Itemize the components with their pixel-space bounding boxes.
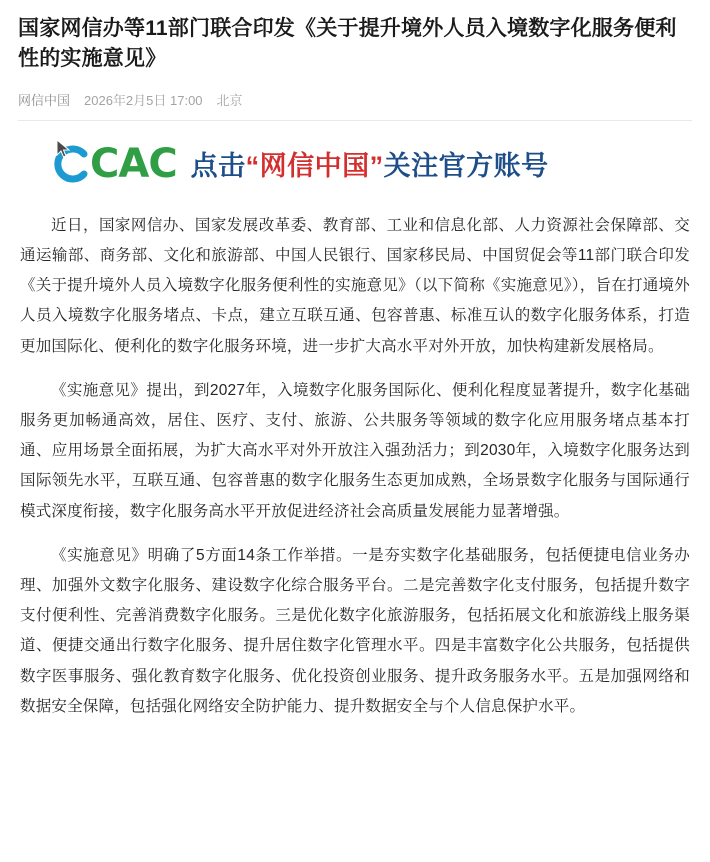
- banner-quote-close: ”: [369, 151, 384, 182]
- banner-quote-open: “: [245, 151, 260, 182]
- banner-account-name: 网信中国: [259, 151, 370, 182]
- page-title: 国家网信办等11部门联合印发《关于提升境外人员入境数字化服务便利性的实施意见》: [18, 17, 677, 70]
- cac-logo: [54, 142, 177, 186]
- article-paragraph: 《实施意见》明确了5方面14条工作举措。一是夯实数字化基础服务，包括便捷电信业务办理、加强外文数字化服务、建设数字化综合服务平台。二是完善数字化支付服务，包括提升数字支付便利性、完善消费数字化服务。三是优化数字化旅游服务，包括拓展文化和旅游线上服务渠道、便捷交通出行数字化服务、提升居住数字化管理水平。四是丰富数字化公共服务，包括提供数字医事服务、强化教育数字化服务、优化投资创业服务、提升政务服务水平。五是加强网络和数据安全保障，包括强化网络安全防护能力、提升数据安全与个人信息保护水平。: [20, 546, 690, 715]
- publish-date: 2026年2月5日 17:00: [84, 92, 203, 108]
- source-label[interactable]: 网信中国: [18, 92, 71, 108]
- mouse-cursor-icon: [56, 139, 72, 159]
- article-paragraph: 近日，国家网信办、国家发展改革委、教育部、工业和信息化部、人力资源社会保障部、交通运输部、商务部、文化和旅游部、中国人民银行、国家移民局、中国贸促会等11部门联合印发《关于提升境外人员入境数字化服务便利性的实施意见》（以下简称《实施意见》），旨在打通境外人员入境数字化服务堵点、卡点，建立互联互通、包容普惠、标准互认的数字化服务体系，打造更加国际化、便利化的数字化服务环境，进一步扩大高水平对外开放，加快构建新发展格局。: [20, 216, 690, 355]
- follow-banner-text: [191, 144, 549, 183]
- article-meta: [18, 90, 692, 121]
- banner-suffix: 关注官方账号: [383, 151, 549, 182]
- article-paragraph: 《实施意见》提出，到2027年，入境数字化服务国际化、便利化程度显著提升，数字化基础服务更加畅通高效，居住、医疗、支付、旅游、公共服务等领域的数字化应用服务堵点基本打通、应用场景全面拓展，为扩大高水平对外开放注入强劲活力；到2030年，入境数字化服务达到国际领先水平，互联互通、包容普惠的数字化服务生态更加成熟，全场景数字化服务与国际通行模式深度衔接，数字化服务高水平开放促进经济社会高质量发展能力显著增强。: [20, 381, 690, 520]
- article-body: [18, 205, 692, 723]
- publish-location: 北京: [216, 92, 243, 108]
- cac-logo-text: CAC: [90, 140, 177, 187]
- follow-account-banner[interactable]: [18, 127, 692, 201]
- banner-prefix: 点击: [190, 151, 246, 182]
